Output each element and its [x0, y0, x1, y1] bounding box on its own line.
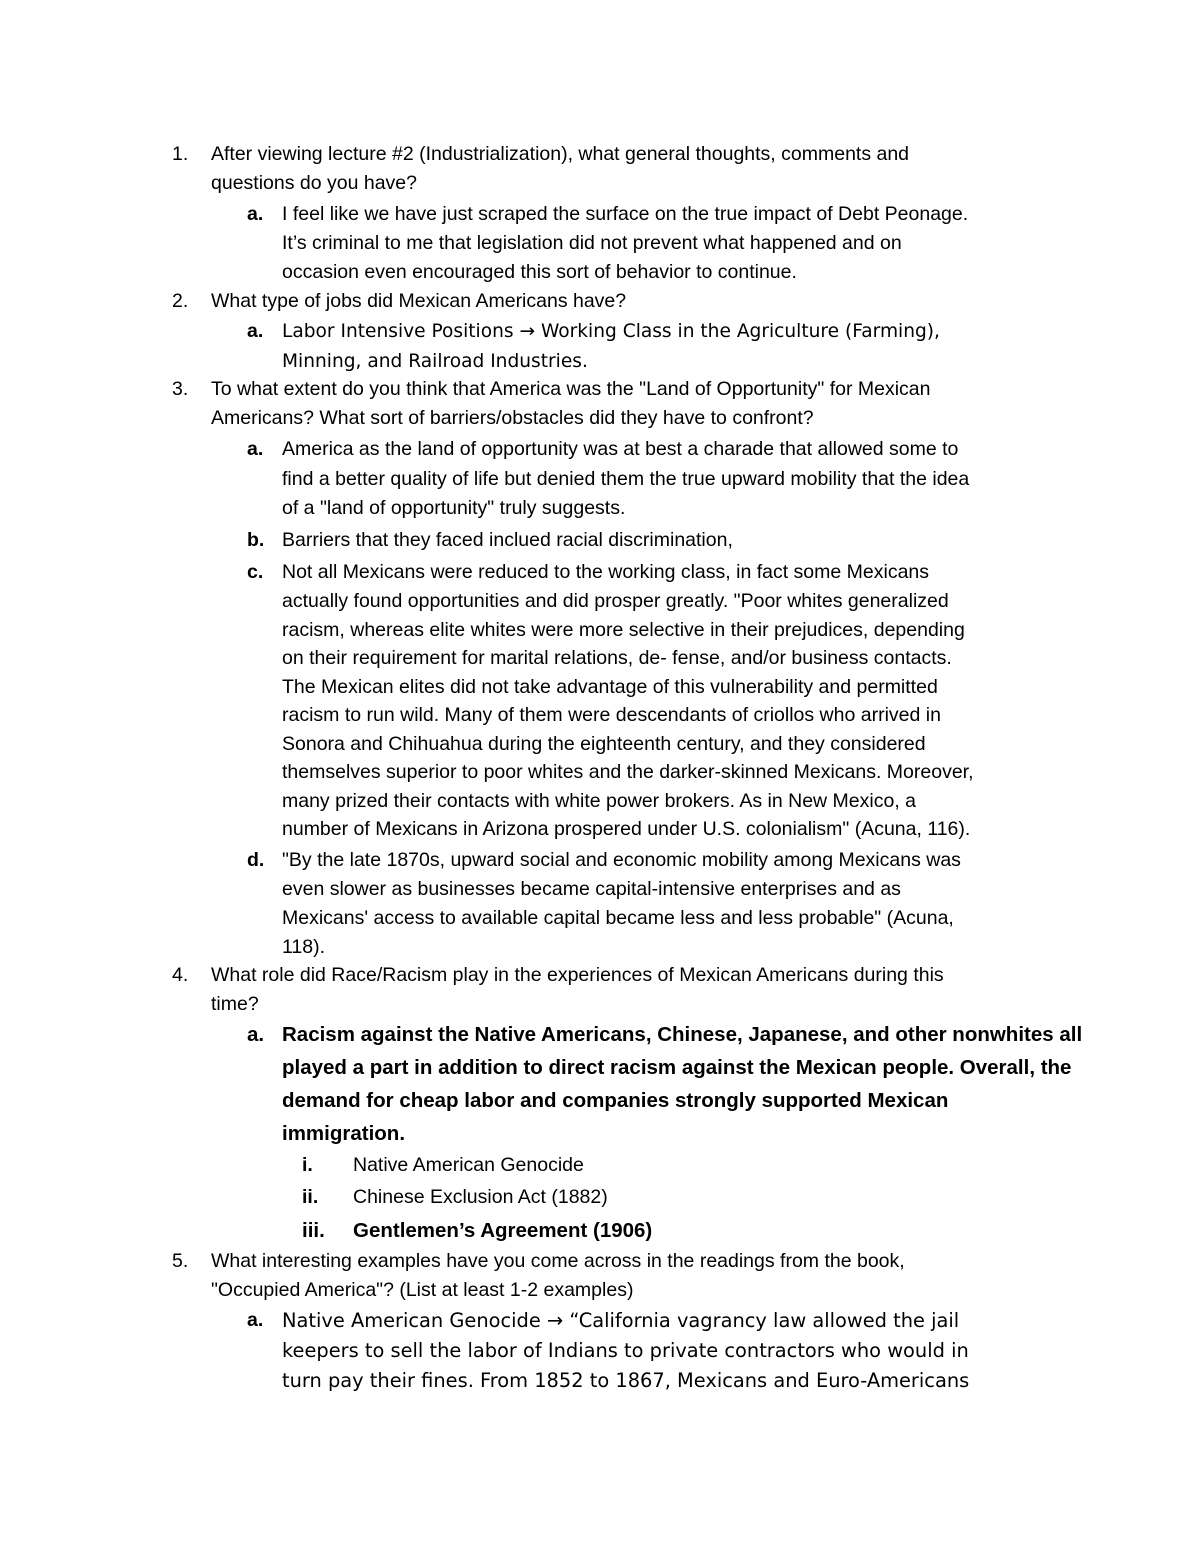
subitem-text: Native American Genocide [353, 1154, 584, 1176]
question-number: 4. [172, 964, 189, 986]
answer-text: themselves superior to poor whites and the darker-skinned Mexicans. Moreover, [282, 761, 974, 783]
answer-text: "By the late 1870s, upward social and economic mobility among Mexicans was [282, 849, 961, 871]
answer-text: Not all Mexicans were reduced to the working class, in fact some Mexicans [282, 561, 930, 583]
question-number: 5. [172, 1250, 189, 1272]
answer-text: Mexicans' access to available capital became less and less probable" (Acuna, [282, 907, 954, 929]
answer-text: Racism against the Native Americans, Chinese, Japanese, and other nonwhites all [282, 1023, 1083, 1046]
answer-label: a. [247, 203, 264, 225]
answer-text: Minning, and Railroad Industries. [282, 351, 588, 372]
subitem-label: i. [302, 1154, 313, 1176]
answer-text: 118). [282, 936, 325, 958]
answer-text: number of Mexicans in Arizona prospered under U.S. colonialism" (Acuna, 116). [282, 818, 971, 840]
question-text: What interesting examples have you come across in the readings from the book, [211, 1250, 905, 1272]
answer-text: racism, whereas elite whites were more selective in their prejudices, depending [282, 619, 965, 641]
question-text: What type of jobs did Mexican Americans have? [211, 290, 627, 312]
question-text: What role did Race/Racism play in the experiences of Mexican Americans during this [211, 964, 944, 986]
answer-label: a. [247, 320, 264, 342]
answer-text: played a part in addition to direct racism against the Mexican people. Overall, the [282, 1056, 1072, 1079]
answer-label: c. [247, 561, 264, 583]
answer-text: of a "land of opportunity" truly suggests. [282, 497, 626, 519]
question-text: Americans? What sort of barriers/obstacles did they have to confront? [211, 407, 814, 429]
answer-text: on their requirement for marital relations, de- fense, and/or business contacts. [282, 647, 952, 669]
answer-text: Native American Genocide → “California vagrancy law allowed the jail [282, 1309, 960, 1332]
question-number: 1. [172, 143, 189, 165]
answer-text: find a better quality of life but denied them the true upward mobility that the idea [282, 468, 970, 490]
answer-text: keepers to sell the labor of Indians to private contractors who would in [282, 1339, 969, 1362]
question-text: After viewing lecture #2 (Industrialization), what general thoughts, comments and [211, 143, 910, 165]
answer-text: actually found opportunities and did prosper greatly. "Poor whites generalized [282, 590, 949, 612]
answer-text: Barriers that they faced inclued racial discrimination, [282, 529, 733, 551]
answer-text: many prized their contacts with white power brokers. As in New Mexico, a [282, 790, 917, 812]
answer-text: even slower as businesses became capital-intensive enterprises and as [282, 878, 901, 900]
answer-label: a. [247, 438, 264, 460]
subitem-text: Chinese Exclusion Act (1882) [353, 1186, 608, 1208]
answer-text: Sonora and Chihuahua during the eighteenth century, and they considered [282, 733, 926, 755]
answer-label: b. [247, 529, 265, 551]
answer-text: I feel like we have just scraped the surface on the true impact of Debt Peonage. [282, 203, 969, 225]
question-text: To what extent do you think that America was the "Land of Opportunity" for Mexican [211, 378, 931, 400]
answer-text: immigration. [282, 1122, 406, 1145]
answer-text: occasion even encouraged this sort of behavior to continue. [282, 261, 797, 283]
question-text: time? [211, 993, 259, 1015]
answer-text: turn pay their fines. From 1852 to 1867, Mexicans and Euro-Americans [282, 1369, 970, 1392]
answer-label: a. [247, 1309, 264, 1331]
question-text: "Occupied America"? (List at least 1-2 examples) [211, 1279, 634, 1301]
answer-label: a. [247, 1023, 265, 1046]
question-number: 2. [172, 290, 189, 312]
answer-text: The Mexican elites did not take advantage of this vulnerability and permitted [282, 676, 938, 698]
answer-text: racism to run wild. Many of them were descendants of criollos who arrived in [282, 704, 941, 726]
answer-text: demand for cheap labor and companies strongly supported Mexican [282, 1089, 949, 1112]
subitem-label: ii. [302, 1186, 319, 1208]
question-text: questions do you have? [211, 172, 417, 194]
answer-text: America as the land of opportunity was at best a charade that allowed some to [282, 438, 959, 460]
answer-label: d. [247, 849, 265, 871]
answer-text: It’s criminal to me that legislation did not prevent what happened and on [282, 232, 902, 254]
answer-text: Labor Intensive Positions → Working Class in the Agriculture (Farming), [282, 321, 940, 342]
subitem-label: iii. [302, 1219, 325, 1242]
subitem-text: Gentlemen’s Agreement (1906) [353, 1219, 653, 1242]
question-number: 3. [172, 378, 189, 400]
